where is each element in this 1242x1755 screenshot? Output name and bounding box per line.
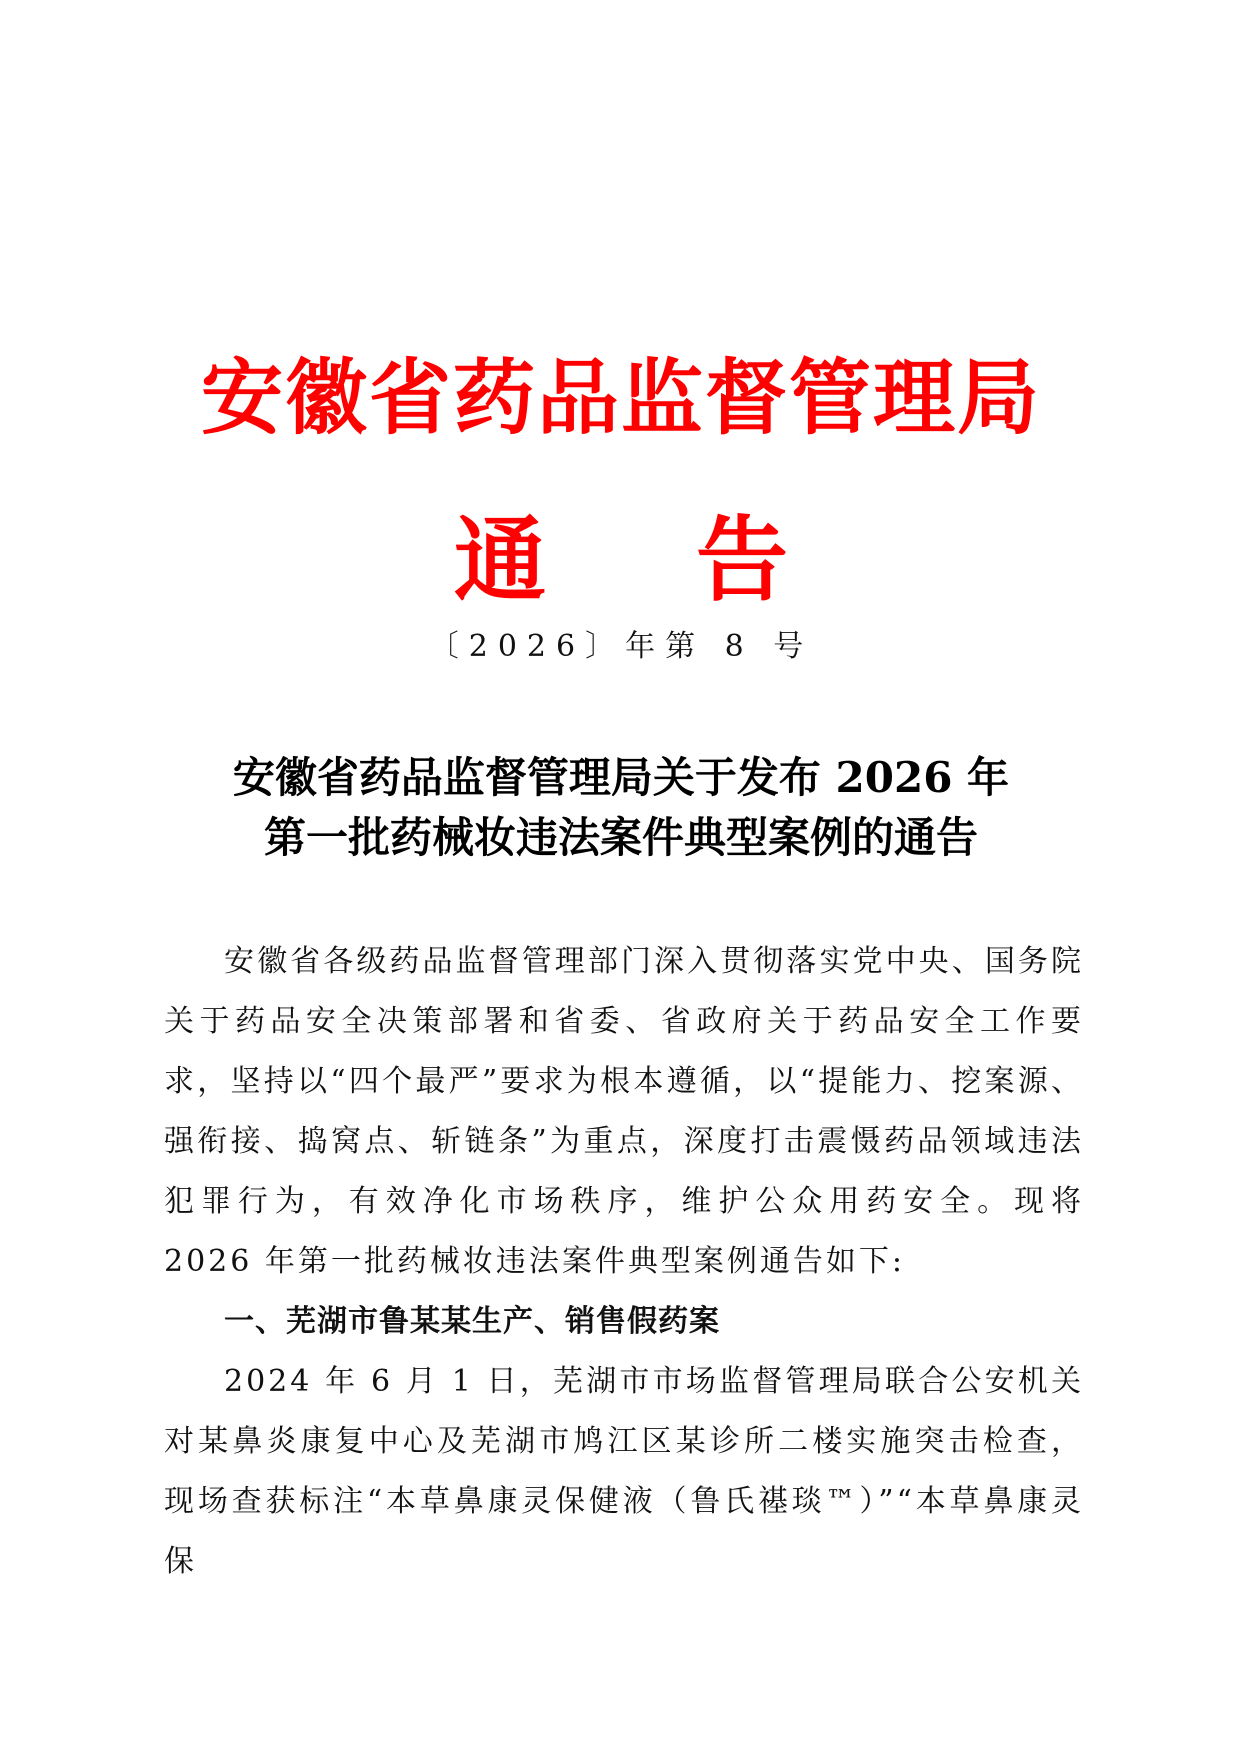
section-heading: 一、芜湖市鲁某某生产、销售假药案 — [224, 1304, 720, 1339]
notice-type-heading — [0, 505, 1242, 615]
document-body — [164, 932, 1084, 1592]
document-title-line: 安徽省药品监督管理局关于发布 2026 年 — [232, 753, 1010, 802]
intro-paragraph: 安徽省各级药品监督管理部门深入贯彻落实党中央、国务院关于药品安全决策部署和省委、省政府关于药品安全工作要求，坚持以“四个最严”要求为根本遵循，以“提能力、挖案源、强衔接、捣窝点、斩链条”为重点，深度打击震慑药品领域违法犯罪行为，有效净化市场秩序，维护公众用药安全。现将 2026 年第一批药械妆违法案件典型案例通告如下: — [164, 944, 1084, 1279]
notice-type-char: 通 — [453, 506, 546, 614]
document-title-line: 第一批药械妆违法案件典型案例的通告 — [263, 813, 978, 862]
agency-header: 安徽省药品监督管理局 — [200, 350, 1041, 446]
document-number: 〔2026〕年第 8 号 — [428, 629, 814, 664]
document-title — [0, 748, 1242, 868]
section-paragraph: 2024 年 6 月 1 日，芜湖市市场监督管理局联合公安机关对某鼻炎康复中心及芜湖市鸠江区某诊所二楼实施突击检查，现场查获标注“本草鼻康灵保健液（鲁氏禥琰™）”“本草鼻康灵保 — [164, 1364, 1084, 1579]
notice-type-char: 告 — [696, 506, 789, 614]
